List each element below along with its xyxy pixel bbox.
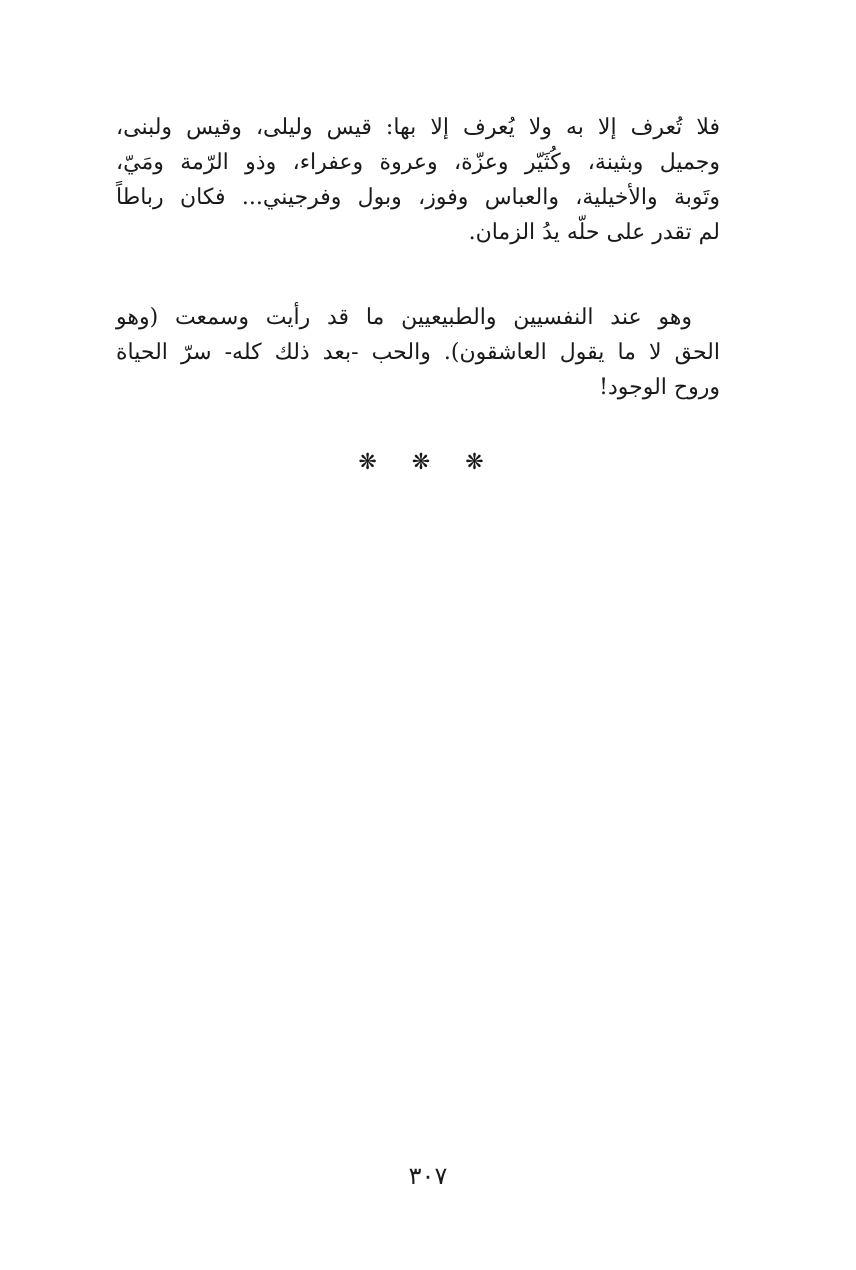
paragraph-line: لم تقدر على حلّه يدُ الزمان.	[468, 220, 720, 245]
page-number: ٣٠٧	[408, 1162, 448, 1190]
paragraph-line: وجميل وبثينة، وكُثَيّر وعزّة، وعروة وعفراء، وذو الرّمة ومَيّ،	[116, 150, 720, 175]
paragraph-1	[116, 110, 720, 250]
paragraph-line: الحق لا ما يقول العاشقون). والحب -بعد ذلك كله- سرّ الحياة	[116, 340, 720, 365]
paragraph-line: وروح الوجود!	[599, 375, 720, 400]
paragraph-2	[116, 300, 720, 405]
section-separator: ❋ ❋ ❋	[358, 450, 498, 475]
paragraph-line: فلا تُعرف إلا به ولا يُعرف إلا بها: قيس وليلى، وقيس ولبنى،	[116, 115, 720, 140]
paragraph-line: وهو عند النفسيين والطبيعيين ما قد رأيت وسمعت (وهو	[116, 305, 692, 330]
paragraph-line: وتَوبة والأخيلية، والعباس وفوز، وبول وفرجيني... فكان رباطاً	[116, 185, 720, 210]
